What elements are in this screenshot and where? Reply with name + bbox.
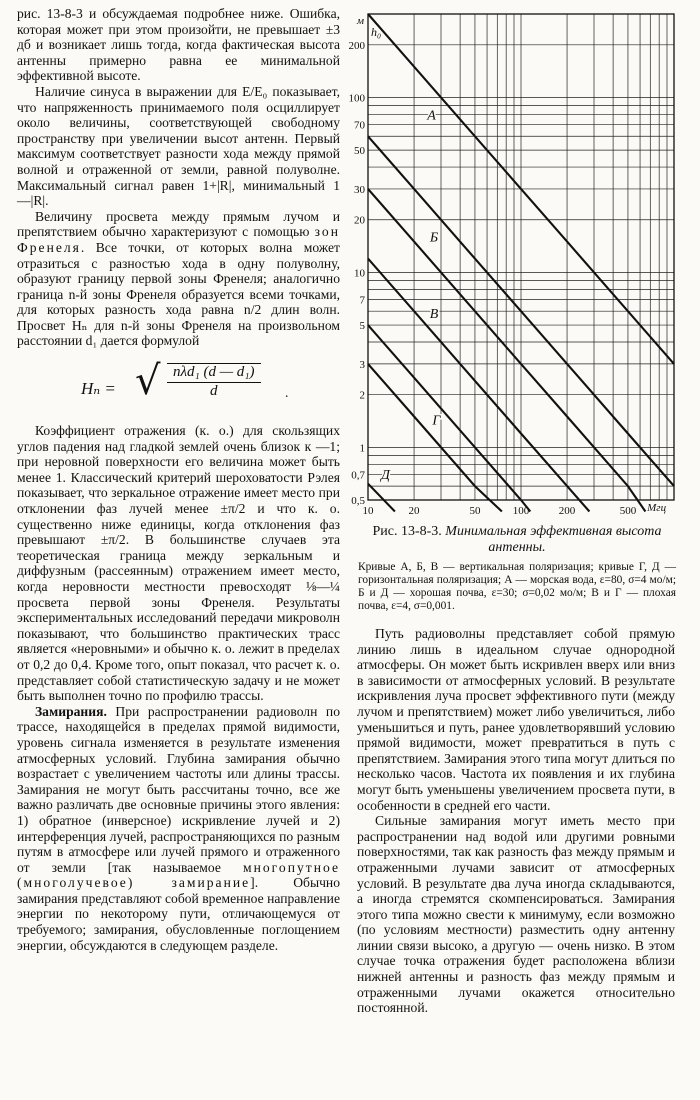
y-tick-label: 30 (354, 183, 365, 196)
y-axis-label: h₀ (371, 25, 382, 39)
series-label-0: А (427, 108, 436, 124)
y-tick-label: 2 (359, 389, 365, 402)
x-tick-label: 500 (619, 505, 637, 517)
series-label-4: Д (380, 467, 390, 483)
caption-notes: Кривые А, Б, В — вертикальная поляризация; кривые Г, Д — горизонтальная поляризация; А — морская вода, ε=80, σ=4 мо/м; Б и Д — хорошая почва, ε=30; σ=0,02 мо/м; В и Г — плохая почва, ε=4, σ=0,001. (358, 561, 676, 612)
fading-text-b: ]. Обычно замирания представляют собой временное направление энергии по некоторому пути, отличающемуся от требуемого; замирания, обусловленные поглощением энергии, обсуждаются в следующем разделе. (17, 875, 340, 953)
y-unit-label: м (356, 15, 364, 27)
y-tick-label: 3 (359, 358, 365, 371)
left-text-column (17, 6, 340, 953)
paragraph-fading (17, 704, 340, 954)
caption-title (358, 524, 676, 556)
y-tick-label: 7 (359, 294, 365, 307)
x-unit-label: Мгц (647, 502, 667, 514)
series-line-2 (368, 259, 589, 512)
series-label-1: Б (429, 230, 439, 246)
caption-title-text: Минимальная эффективная высота антенны. (445, 524, 662, 555)
y-tick-label: 20 (354, 214, 365, 227)
y-tick-label: 70 (354, 119, 365, 132)
formula-radical: √ (135, 358, 161, 405)
fading-heading: Замирания. (35, 703, 107, 719)
x-tick-label: 100 (512, 505, 530, 517)
min-effective-height-chart (344, 6, 684, 526)
formula-fraction (167, 363, 261, 399)
paragraph-ray-path: Путь радиоволны представляет собой прямую линию лишь в идеальном случае однородной атмосферы. Он может быть искривлен вверх или вниз в зависимости от атмосферных условий. В результате искривления луча просвет эффективного пути (между лучом и препятствием) может либо увеличиться, либо уменьшиться и путь, ранее удовлетворявший условию прямой видимости, может превратиться в путь с препятствием. Замирания этого типа могут длиться по несколько часов. Частота их появления и их глубина могут быть уменьшены увеличением просвета пути, в особенности в средней его части. (357, 626, 675, 813)
fresnel-term: зон Френеля (17, 224, 340, 255)
x-tick-label: 200 (558, 505, 576, 517)
x-tick-label: 20 (408, 505, 420, 517)
paragraph-fresnel-zones (17, 209, 340, 349)
y-tick-label: 100 (348, 92, 365, 105)
x-tick-label: 10 (362, 505, 374, 517)
multipath-term: многопутное (многолучевое) замирание (17, 859, 340, 891)
series-line-3 (368, 364, 502, 512)
figure-caption (358, 524, 676, 613)
paragraph-continued: рис. 13-8-3 и обсуждаемая подробнее ниже. Ошибка, которая может при этом произойти, не превышает ±3 дб и возникает лишь тогда, когда фактическая высота антенны примерно равна ее минимальной эффективной высоте. (17, 6, 340, 84)
fresnel-formula (17, 359, 340, 415)
formula-period: . (285, 385, 289, 401)
y-tick-label: 0,7 (351, 469, 365, 482)
right-text-column (357, 626, 675, 1016)
paragraph-reflection-coefficient: Коэффициент отражения (к. о.) для скользящих углов падения над гладкой землей очень близок к —1; при неровной поверхности его величина может быть менее 1. Классический критерий шероховатости Рэлея показывает, что зеркальное отражение имеет место при отклонении фаз лучей менее ±π/2 и что к. о. существенно ниже единицы, когда отклонения фаз превышают ±π/2. В большинстве случаев эта теоретическая граница между зеркальным и диффузным (рассеянным) отражением имеет место, когда неровности местности превосходят ⅛—¼ просвета первой зоны Френеля. Результаты экспериментальных исследований передачи микроволн показывают, что большинство практических трасс является «неровными» и обычно к. о. лежит в пределах от 0,2 до 0,4. Кроме того, опыт показал, что расчет к. о. представляет собой статистическую задачу и не может быть выполнен точно по профилю трассы. (17, 423, 340, 704)
caption-number: Рис. 13-8-3. (372, 524, 442, 539)
series-label-3: Г (432, 413, 441, 429)
y-tick-label: 200 (348, 39, 365, 52)
paragraph-sine-oscillation: Наличие синуса в выражении для E/E₀ показывает, что напряженность принимаемого поля осциллирует около величины, соответствующей свободному пространству при увеличении высот антенн. Первый максимум соответствует разности хода между прямой волной и отраженной от земли, равной полуволне. Максимальный сигнал равен 1+|R|, минимальный 1—|R|. (17, 83, 340, 209)
y-tick-label: 5 (359, 320, 365, 333)
fresnel-text-a: Величину просвета между прямым лучом и препятствием обычно характеризуют с помощью (17, 208, 340, 240)
formula-denominator: d (210, 382, 218, 399)
fading-text-a: При распространении радиоволн по трассе, находящейся в пределах прямой видимости, уровень сигнала изменяется в результате изменения атмосферных условий. Глубина замирания обычно возрастает с увеличением частоты или длины трассы. Замирания не могут быть рассчитаны точно, все же важно различать две основные причины этого явления: 1) обратное (инверсное) искривление лучей и 2) интерференция лучей, распространяющихся по разным путям в атмосфере или лучей прямого и отраженного от земли [так называемое (17, 703, 340, 875)
x-tick-label: 50 (469, 505, 481, 517)
y-tick-label: 1 (359, 442, 365, 455)
formula-lhs: Hₙ = (81, 379, 116, 399)
series-label-2: В (429, 306, 439, 322)
y-tick-label: 50 (354, 145, 365, 158)
fresnel-text-b: . Все точки, от которых волна может отразиться с разностью хода в одну полуволну, образуют границу первой зоны Френеля; аналогично граница n-й зоны Френеля образуется всеми точками, для которых разность хода равна n/2 длин волн. Просвет Hₙ для n-й зоны Френеля на произвольном расстоянии d₁ дается формулой (17, 239, 340, 349)
y-tick-label: 10 (354, 267, 365, 280)
figure-13-8-3 (344, 6, 684, 526)
series-line-5 (368, 189, 645, 512)
formula-numerator: nλd₁ (d — d₁) (167, 363, 261, 383)
paragraph-strong-fading: Сильные замирания могут иметь место при распространении над водой или другими ровными поверхностями, так как разность фаз между прямым и отраженными лучами зависит от атмосферных условий. В результате два луча иногда складываются, а иногда стремятся скомпенсироваться. Замирания этого типа можно свести к минимуму, если возможно (по условиям местности) разместить одну антенну линии связи высоко, а другую — очень низко. В этом случае точка отражения будет расположена вблизи нижней антенны и разность фаз между прямым и отраженными лучами окажется относительно постоянной. (357, 813, 675, 1016)
y-tick-label: 0,5 (351, 495, 365, 507)
